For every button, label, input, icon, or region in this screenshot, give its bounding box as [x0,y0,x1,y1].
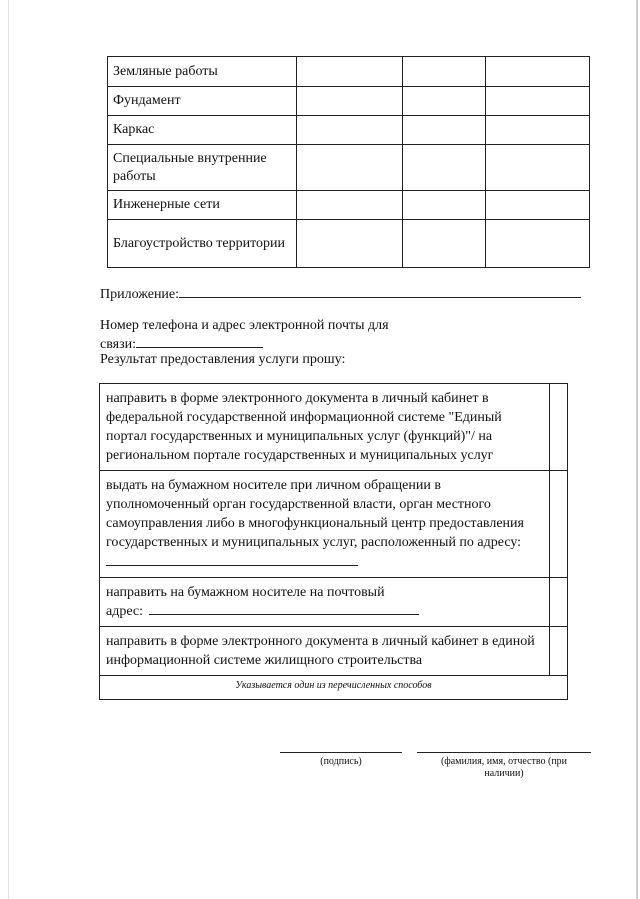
signature-line[interactable] [280,752,402,753]
result-option-checkbox[interactable] [550,471,568,578]
contact-field[interactable] [136,334,263,348]
work-value-cell[interactable] [486,191,590,220]
work-value-cell[interactable] [297,220,403,268]
table-row [108,191,590,220]
fio-line[interactable] [417,752,591,753]
work-name-cell: Земляные работы [108,57,297,87]
works-table [107,56,590,268]
result-note: Указывается один из перечисленных способов [100,676,568,700]
work-value-cell[interactable] [486,220,590,268]
work-value-cell[interactable] [403,87,486,116]
work-value-cell[interactable] [403,57,486,87]
work-value-cell[interactable] [297,57,403,87]
work-value-cell[interactable] [297,191,403,220]
work-name-cell: Фундамент [108,87,297,116]
result-option-cell [100,578,550,627]
result-option-text: выдать на бумажном носителе при личном обращении в уполномоченный орган государственной власти, орган местного самоуправления либо в многофункциональный центр предоставления государственных и муниципальных услуг, расположенный по адресу: [106,478,524,550]
result-label: Результат предоставления услуги прошу: [100,352,346,367]
result-options-table [99,383,568,700]
scan-edge-left [8,0,9,899]
address-field[interactable] [106,552,358,566]
table-row [108,145,590,191]
work-value-cell[interactable] [486,145,590,191]
result-option-text: направить на бумажном носителе на почтовый адрес: [106,585,385,619]
result-option-row [100,627,568,676]
result-option-checkbox[interactable] [550,384,568,471]
result-note-row [100,676,568,700]
table-row [108,87,590,116]
contact-label-line1: Номер телефона и адрес электронной почты для [100,318,389,333]
result-option-cell [100,471,550,578]
contact-label-line2: связи: [100,337,136,352]
postal-address-field[interactable] [149,601,419,615]
table-row [108,57,590,87]
work-value-cell[interactable] [297,116,403,145]
result-option-checkbox[interactable] [550,627,568,676]
work-value-cell[interactable] [297,87,403,116]
work-value-cell[interactable] [403,145,486,191]
work-value-cell[interactable] [486,87,590,116]
table-row [108,116,590,145]
result-option-text: направить в форме электронного документа в личный кабинет в единой информационной системе жилищного строительства [100,627,550,676]
fio-label: (фамилия, имя, отчество (при наличии) [440,756,568,779]
work-value-cell[interactable] [403,116,486,145]
result-option-text: направить в форме электронного документа в личный кабинет в федеральной государственной информационной системе "Единый портал государственных и муниципальных услуг (функций)"/ на региональном портале государственных и муниципальных услуг [100,384,550,471]
appendix-field[interactable] [179,284,581,298]
work-value-cell[interactable] [297,145,403,191]
result-option-row [100,471,568,578]
result-option-checkbox[interactable] [550,578,568,627]
work-name-cell: Специальные внутренние работы [108,145,297,191]
work-name-cell: Инженерные сети [108,191,297,220]
table-row [108,220,590,268]
work-name-cell: Каркас [108,116,297,145]
work-value-cell[interactable] [403,220,486,268]
appendix-label: Приложение: [100,287,180,302]
signature-label: (подпись) [320,756,362,767]
work-name-cell: Благоустройство территории [108,220,297,268]
work-value-cell[interactable] [486,57,590,87]
work-value-cell[interactable] [486,116,590,145]
work-value-cell[interactable] [403,191,486,220]
result-option-row [100,384,568,471]
scan-edge-right [636,0,638,899]
result-option-row [100,578,568,627]
appendix-line [100,284,592,303]
